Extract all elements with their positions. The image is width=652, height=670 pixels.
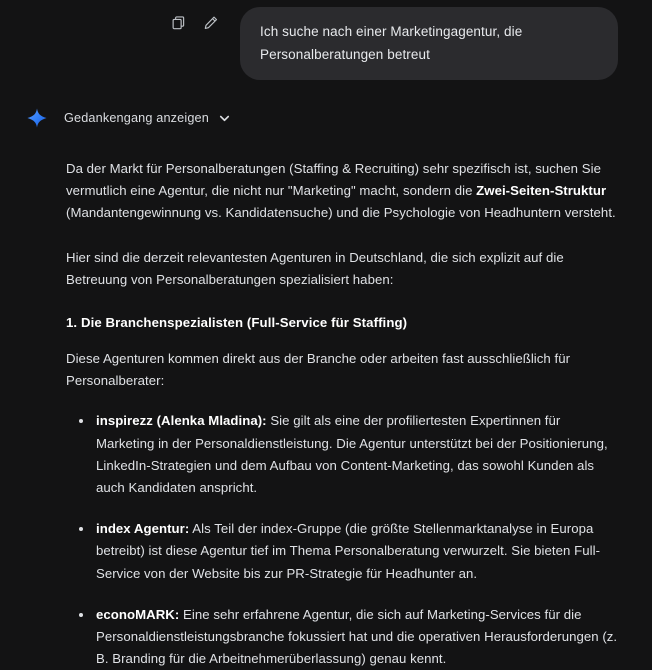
section-heading: 1. Die Branchenspezialisten (Full-Service für Staffing)	[66, 315, 408, 331]
answer-body	[0, 158, 652, 670]
model-turn	[0, 105, 652, 670]
show-thoughts-label: Gedankengang anzeigen	[64, 111, 209, 125]
chevron-down-icon	[218, 112, 231, 125]
user-message-line: Ich suche nach einer Marketingagentur, die	[260, 24, 523, 39]
list-item-text: Sie gilt als eine der profiliertesten Expertinnen für Marketing in der Personaldienstleistung. Die Agentur unterstützt bei der Positionierung, LinkedIn-Strategien und dem Aufbau von Content-Marketing, das sowohl Kunden als auch Kandidaten anspricht.	[96, 413, 608, 496]
intro-paragraph-1	[66, 158, 618, 225]
copy-icon[interactable]	[170, 14, 188, 32]
message-actions	[170, 7, 240, 32]
bullet-icon	[79, 419, 83, 423]
list-item-text: Als Teil der index-Gruppe (die größte Stellenmarktanalyse in Europa betreibt) ist diese Agentur tief im Thema Personalberatung verwurzelt. Sie bieten Full-Service von der Website bis zur PR-Strategie für Headhunter an.	[96, 521, 601, 581]
user-message-bubble	[240, 7, 618, 80]
bullet-icon	[79, 613, 83, 617]
thoughts-row	[0, 105, 652, 131]
list-item-lead: econoMARK:	[96, 606, 180, 622]
list-item	[66, 410, 618, 499]
intro-paragraph-1-emphasis: Zwei-Seiten-Struktur	[476, 183, 607, 199]
sparkle-icon	[26, 107, 48, 129]
list-item-lead: inspirezz (Alenka Mladina):	[96, 413, 267, 429]
list-item-text: Eine sehr erfahrene Agentur, die sich auf Marketing-Services für die Personaldienstleistungsbranche fokussiert hat und die operativen Herausforderungen (z. B. Branding für die Arbeitnehmerüberlassung) genau kennt.	[96, 606, 618, 667]
intro-paragraph-1-part2: (Mandantengewinnung vs. Kandidatensuche) und die Psychologie von Headhuntern versteht.	[66, 205, 616, 221]
user-message-line: Personalberatungen betreut	[260, 47, 430, 62]
user-turn	[0, 0, 652, 80]
bullet-icon	[79, 527, 83, 531]
section-intro-paragraph: Diese Agenturen kommen direkt aus der Branche oder arbeiten fast ausschließlich für Personalberater:	[66, 351, 571, 389]
show-thoughts-button[interactable]	[64, 111, 231, 125]
list-item	[66, 518, 618, 585]
list-item	[66, 604, 618, 670]
intro-paragraph-2: Hier sind die derzeit relevantesten Agenturen in Deutschland, die sich explizit auf die Betreuung von Personalberatungen spezialisiert haben:	[66, 249, 564, 287]
agency-list	[66, 410, 618, 670]
list-item-lead: index Agentur:	[96, 521, 190, 537]
intro-paragraph-1-part1: Da der Markt für Personalberatungen (Staffing & Recruiting) sehr spezifisch ist, suchen Sie vermutlich eine Agentur, die nicht nur "Marketing" macht, sondern die	[66, 161, 601, 199]
edit-icon[interactable]	[202, 14, 220, 32]
